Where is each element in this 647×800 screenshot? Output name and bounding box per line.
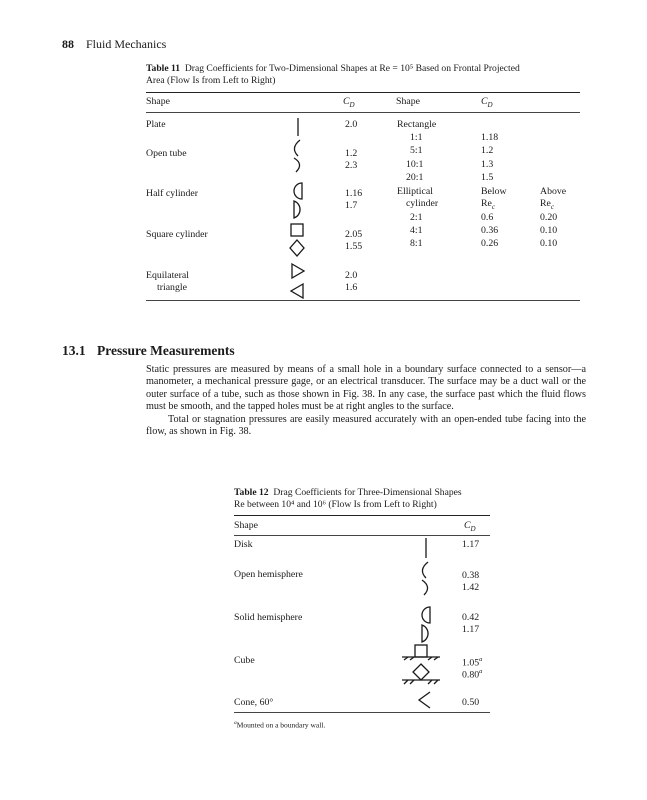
table12-col-shape: Shape (234, 520, 258, 531)
t11-rect-cd-2: 1.2 (481, 145, 494, 156)
t11-ell-above-3: 0.10 (540, 238, 558, 249)
table12-footnote: $^a$Mounted on a boundary wall. (234, 720, 326, 730)
table11-caption-line2: Area (Flow Is from Left to Right) (146, 75, 276, 86)
t12-row-solidhemi-name: Solid hemisphere (234, 612, 303, 623)
t11-ell-above-1: 0.20 (540, 212, 558, 223)
table11-caption-line1: Drag Coefficients for Two-Dimensional Shapes at Re = 10⁵ Based on Frontal Projected (184, 63, 520, 74)
section-body (146, 364, 586, 438)
t12-row-openhemi-cd2: 1.42 (462, 582, 480, 593)
disk-icon (418, 537, 434, 559)
section-number: 13.1 (62, 343, 86, 358)
t11-rect-ratio-3: 10:1 (406, 159, 424, 170)
t11-elliptical-name1: Elliptical (397, 186, 433, 197)
t11-ell-below-1: 0.6 (481, 212, 494, 223)
t11-row-plate-cd: 2.0 (345, 119, 358, 130)
cone-icon (414, 690, 436, 712)
t11-below-head1: Below (481, 186, 507, 197)
table11-caption (146, 63, 520, 87)
t12-row-cone-name: Cone, 60° (234, 697, 274, 708)
t11-ell-ratio-2: 4:1 (410, 225, 423, 236)
t12-row-cone-cd: 0.50 (462, 697, 480, 708)
table11-col-shape: Shape (146, 96, 170, 107)
table12-caption (234, 487, 462, 511)
t12-row-solidhemi-cd1: 0.42 (462, 612, 480, 623)
table12-header-rule (234, 535, 490, 536)
t12-row-solidhemi-cd2: 1.17 (462, 624, 480, 635)
table12-caption-line2: Re between 10⁴ and 10⁶ (Flow Is from Left to Right) (234, 499, 437, 510)
table11-bottom-rule (146, 300, 580, 301)
table11-top-rule (146, 92, 580, 93)
t12-row-disk-name: Disk (234, 539, 253, 550)
paragraph-2: Total or stagnation pressures are easily measured accurately with an open-ended tube facing into the flow, as shown in Fig. 38. (146, 413, 586, 438)
open-hemisphere-icon (412, 560, 436, 598)
table12-top-rule (234, 515, 490, 516)
t11-rect-ratio-4: 20:1 (406, 172, 424, 183)
t11-row-plate-name: Plate (146, 119, 166, 130)
t11-below-head2: $Re_c$ (481, 198, 495, 211)
t11-ell-below-3: 0.26 (481, 238, 499, 249)
table11-label: Table 11 (146, 63, 181, 74)
t11-row-opentube-name: Open tube (146, 148, 187, 159)
t11-row-halfcyl-name: Half cylinder (146, 188, 198, 199)
t12-row-disk-cd: 1.17 (462, 539, 480, 550)
t11-rect-cd-3: 1.3 (481, 159, 494, 170)
triangle-icon (286, 262, 308, 300)
square-cylinder-icon (286, 222, 308, 258)
table12-bottom-rule (234, 712, 490, 713)
table12-label: Table 12 (234, 487, 269, 498)
t11-rect-cd-1: 1.18 (481, 132, 499, 143)
t11-row-opentube-cd1: 1.2 (345, 148, 358, 159)
t12-row-cube-name: Cube (234, 655, 255, 666)
t12-row-cube-cd2: 0.80$^a$ (462, 668, 483, 681)
t11-row-triangle-name1: Equilateral (146, 270, 189, 281)
t11-row-squarecyl-name: Square cylinder (146, 229, 208, 240)
t11-above-head2: $Re_c$ (540, 198, 554, 211)
t11-ell-ratio-3: 8:1 (410, 238, 423, 249)
t11-rect-ratio-2: 5:1 (410, 145, 423, 156)
solid-hemisphere-icon (412, 604, 436, 644)
t12-row-openhemi-cd1: 0.38 (462, 570, 480, 581)
t11-rectangle-name: Rectangle (397, 119, 437, 130)
t11-row-squarecyl-cd2: 1.55 (345, 241, 363, 252)
t12-row-cube-cd1: 1.05$^a$ (462, 656, 483, 669)
section-title: Pressure Measurements (97, 343, 235, 358)
t11-row-halfcyl-cd2: 1.7 (345, 200, 358, 211)
t11-above-head1: Above (540, 186, 567, 197)
t11-row-triangle-cd2: 1.6 (345, 282, 358, 293)
t11-ell-above-2: 0.10 (540, 225, 558, 236)
t11-ell-below-2: 0.36 (481, 225, 499, 236)
t11-rect-cd-4: 1.5 (481, 172, 494, 183)
half-cylinder-icon (284, 180, 308, 220)
t11-row-halfcyl-cd1: 1.16 (345, 188, 363, 199)
t11-ell-ratio-1: 2:1 (410, 212, 423, 223)
table11-col-shape-2: Shape (396, 96, 420, 107)
t11-row-triangle-name2: triangle (157, 282, 187, 293)
t11-row-squarecyl-cd1: 2.05 (345, 229, 363, 240)
book-title: Fluid Mechanics (86, 37, 167, 51)
t11-elliptical-name2: cylinder (406, 198, 439, 209)
cube-icon (400, 644, 446, 690)
table12-col-cd: $C_D$ (464, 520, 476, 533)
t12-row-openhemi-name: Open hemisphere (234, 569, 303, 580)
table11-header-rule (146, 112, 580, 113)
plate-icon (290, 116, 306, 136)
page-number: 88 (62, 37, 74, 51)
paragraph-1: Static pressures are measured by means of a small hole in a boundary surface connected to a sensor—a manometer, a mechanical pressure gage, or an electrical transducer. The surface may be a duct wall or the outer surface of a tube, such as those shown in Fig. 38. In any case, the surface past which the fluid flows must be smooth, and the tapped holes must be at right angles to the surface. (146, 364, 586, 413)
t11-row-triangle-cd1: 2.0 (345, 270, 358, 281)
t11-rect-ratio-1: 1:1 (410, 132, 423, 143)
table11-col-cd-2: $C_D$ (481, 96, 493, 109)
open-tube-icon (284, 138, 308, 174)
t11-row-opentube-cd2: 2.3 (345, 160, 358, 171)
table12-caption-line1: Drag Coefficients for Three-Dimensional Shapes (273, 487, 462, 498)
table11-col-cd: $C_D$ (343, 96, 355, 109)
